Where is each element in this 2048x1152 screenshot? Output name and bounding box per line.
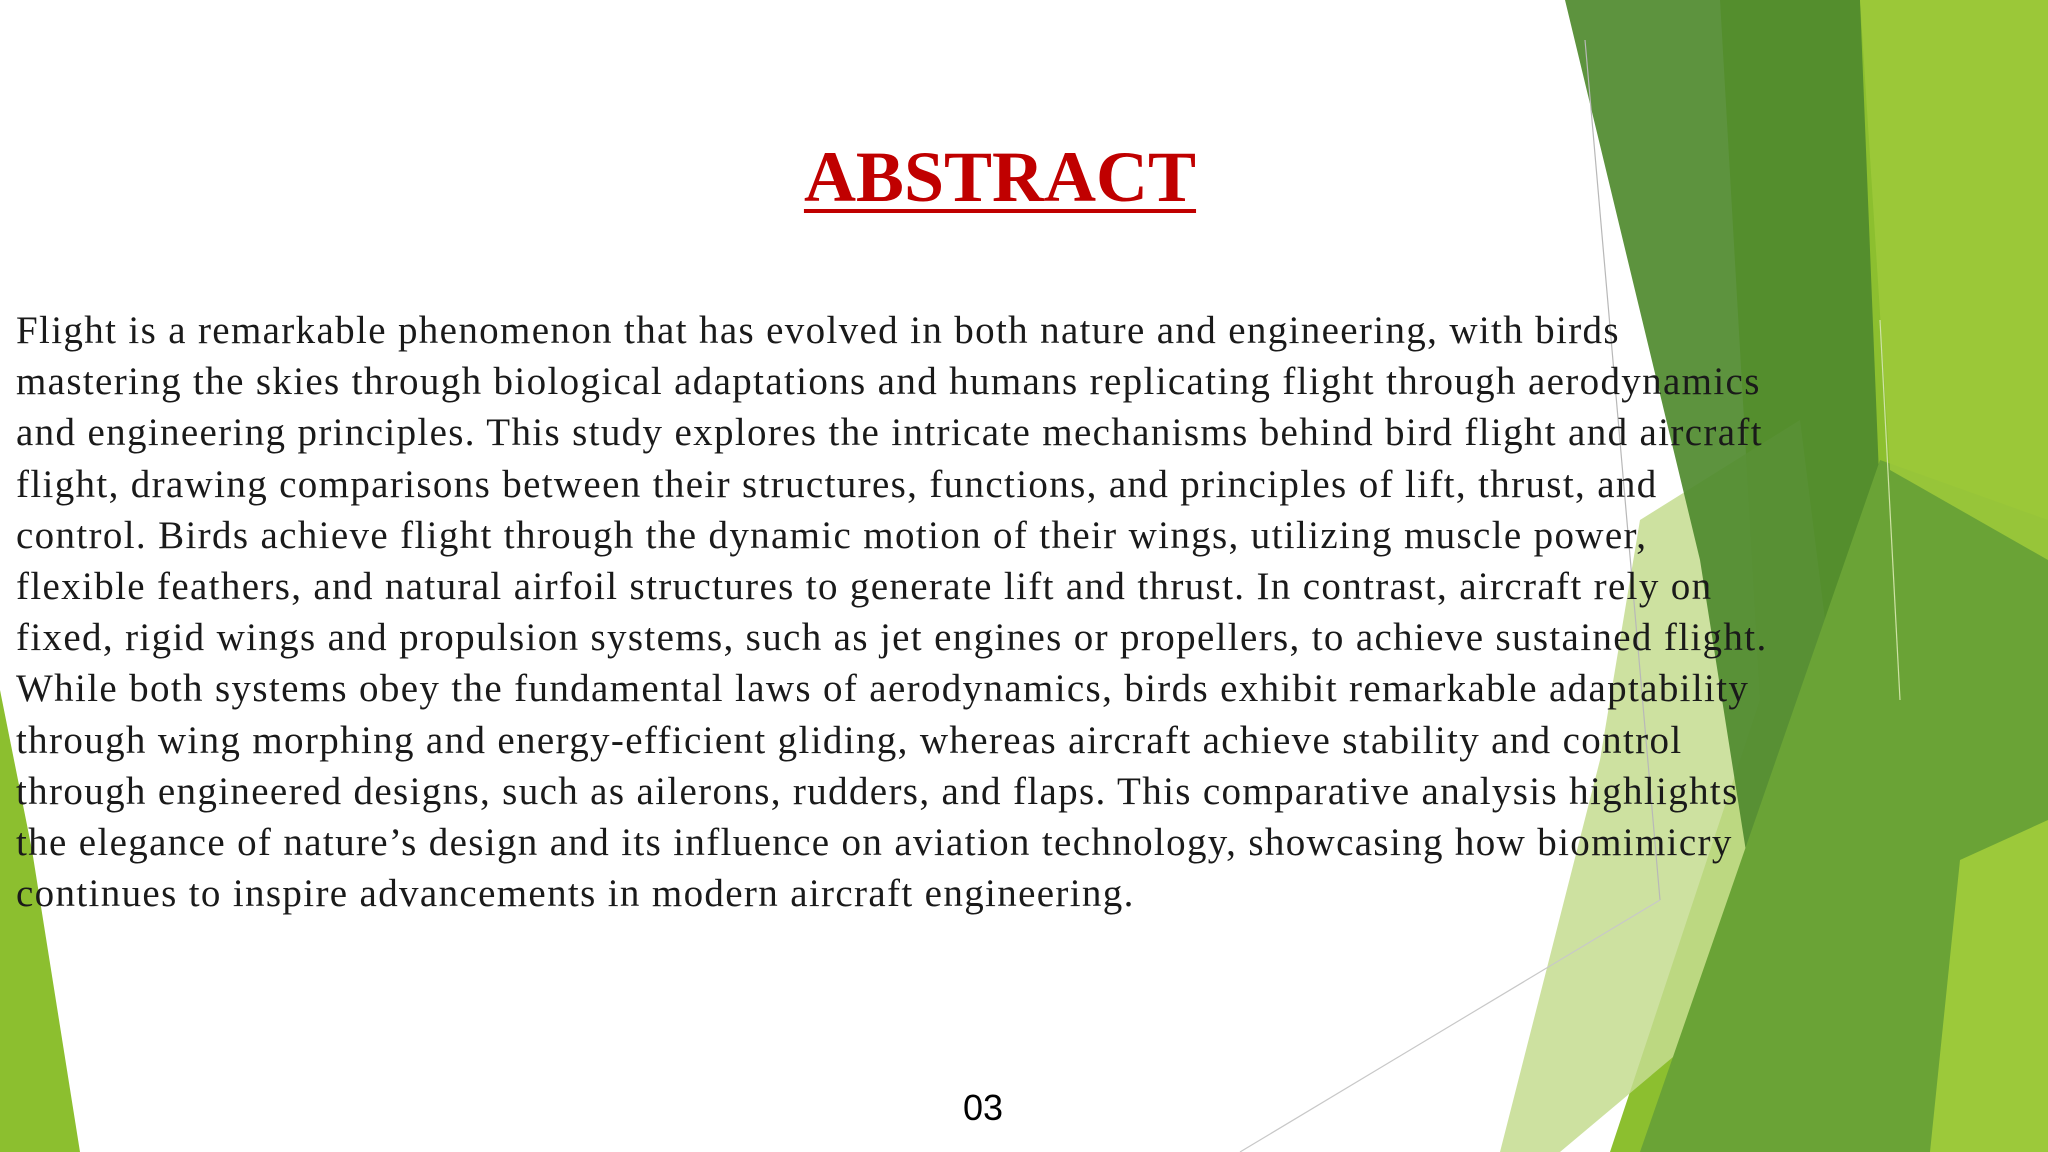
page-number: 03: [962, 1087, 1004, 1128]
slide-title: ABSTRACT: [803, 137, 1197, 217]
abstract-body: Flight is a remarkable phenomenon that has evolved in both nature and engineering, with birds mastering the skies through biological adaptations and humans replicating flight through aerodynamics and engineering principles. This study explores the intricate mechanisms behind bird flight and aircraft flight, drawing comparisons between their structures, functions, and principles of lift, thrust, and control. Birds achieve flight through the dynamic motion of their wings, utilizing muscle power, flexible feathers, and natural airfoil structures to generate lift and thrust. In contrast, aircraft rely on fixed, rigid wings and propulsion systems, such as jet engines or propellers, to achieve sustained flight. While both systems obey the fundamental laws of aerodynamics, birds exhibit remarkable adaptability through wing morphing and energy-efficient gliding, whereas aircraft achieve stability and control through engineered designs, such as ailerons, rudders, and flaps. This comparative analysis highlights the elegance of nature’s design and its influence on aviation technology, showcasing how biomimicry continues to inspire advancements in modern aircraft engineering.: [16, 309, 1768, 916]
